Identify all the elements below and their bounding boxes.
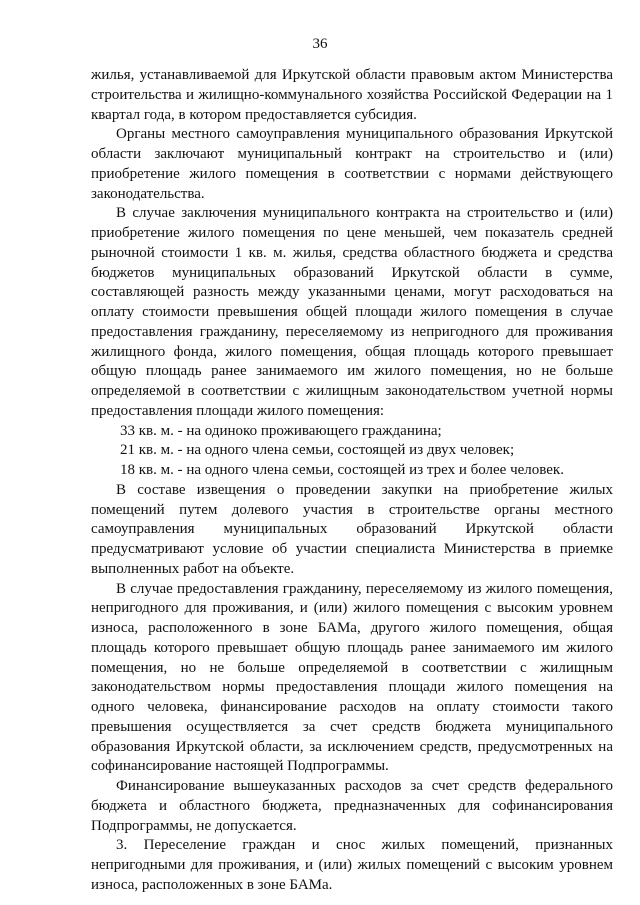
paragraph-section-3: 3. Переселение граждан и снос жилых помещений, признанных непригодными для проживания, и (или) жилых помещений с высоким уровнем износа, расположенных в зоне БАМа. [91, 837, 613, 893]
list-item-norm-single: 33 кв. м. - на одиноко проживающего гражданина; [120, 422, 442, 439]
paragraph-bam-zone: В случае предоставления гражданину, переселяемому из жилого помещения, непригодного для проживания, и (или) жилого помещения с высоким уровнем износа, расположенного в зоне БАМа, другого жилого помещения, общая площадь которого превышает общую площадь ранее занимаемого им жилого помещения, но не больше определяемой в соответствии с жилищным законодательством нормы предоставления площади жилого помещения на одного человека, финансирование расходов на оплату стоимости такого превышения осуществляется за счет средств бюджета муниципального образования Иркутской области, за исключением средств, предусмотренных на софинансирование настоящей Подпрограммы. [91, 580, 613, 775]
page-number: 36 [312, 36, 328, 52]
list-item-norm-three: 18 кв. м. - на одного члена семьи, состоящей из трех и более человек. [120, 462, 564, 478]
paragraph-procurement-notice: В составе извещения о проведении закупки на приобретение жилых помещений путем долевого участия в строительстве органы местного самоуправления муниципальных образований Иркутской области предусматривают условие об участии специалиста Министерства в приемке выполненных работ на объекте. [91, 481, 613, 577]
paragraph-contract: Органы местного самоуправления муниципального образования Иркутской области заключают муниципальный контракт на строительство и (или) приобретение жилого помещения в соответствии с нормами действующего законодательства. [91, 126, 613, 202]
list-item-norm-two: 21 кв. м. - на одного члена семьи, состоящей из двух человек; [120, 442, 515, 459]
paragraph-continuation: жилья, устанавливаемой для Иркутской области правовым актом Министерства строительства и жилищно-коммунального хозяйства Российской Федерации на 1 квартал года, в котором предоставляется субсидия. [91, 67, 613, 123]
paragraph-price-difference: В случае заключения муниципального контракта на строительство и (или) приобретение жилого помещения по цене меньшей, чем показатель средней рыночной стоимости 1 кв. м. жилья, средства областного бюджета и средства бюджетов муниципальных образований Иркутской области в сумме, составляющей разность между указанными ценами, могут расходоваться на оплату стоимости превышения общей площади жилого помещения в случае предоставления гражданину, переселяемому из непригодного для проживания жилищного фонда, жилого помещения, общая площадь которого превышает общую площадь ранее занимаемого им жилого помещения, но не больше определяемой в соответствии с жилищным законодательством учетной нормы предоставления площади жилого помещения: [91, 205, 613, 419]
paragraph-financing-restriction: Финансирование вышеуказанных расходов за счет средств федерального бюджета и областного бюджета, предназначенных для софинансирования Подпрограммы, не допускается. [91, 778, 613, 834]
document-body [91, 66, 613, 896]
